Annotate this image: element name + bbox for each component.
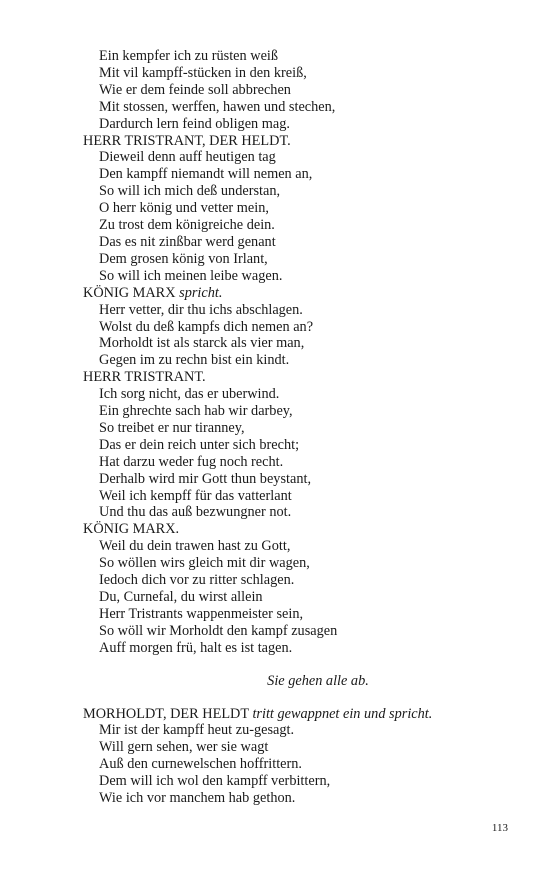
verse-line: So treibet er nur tiranney, bbox=[99, 419, 245, 436]
speaker-stage-direction: spricht. bbox=[179, 284, 223, 301]
verse-line: Dem will ich wol den kampff verbittern, bbox=[99, 773, 331, 790]
speaker-stage-direction: tritt gewappnet ein und spricht. bbox=[252, 705, 433, 722]
verse-line: Mit vil kampff-stücken in den kreiß, bbox=[99, 64, 307, 81]
verse-line: Weil du dein trawen hast zu Gott, bbox=[99, 538, 291, 555]
verse-line: Morholdt ist als starck als vier man, bbox=[99, 335, 305, 352]
verse-line: Den kampff niemandt will nemen an, bbox=[99, 166, 313, 183]
speaker-name: HERR TRISTRANT, DER HELDT. bbox=[83, 132, 291, 149]
speaker-name: HERR TRISTRANT. bbox=[83, 369, 206, 386]
verse-line: Ich sorg nicht, das er uberwind. bbox=[99, 386, 280, 403]
verse-line: Und thu das auß bezwungner not. bbox=[99, 504, 292, 521]
verse-line: Das er dein reich unter sich brecht; bbox=[99, 436, 300, 453]
verse-line: Derhalb wird mir Gott thun beystant, bbox=[99, 470, 312, 487]
verse-line: Wie ich vor manchem hab gethon. bbox=[99, 790, 296, 807]
verse-line: Will gern sehen, wer sie wagt bbox=[99, 739, 269, 756]
verse-line: Weil ich kempff für das vatterlant bbox=[99, 487, 292, 504]
stage-direction: Sie gehen alle ab. bbox=[267, 672, 369, 689]
verse-line: Herr vetter, dir thu ichs abschlagen. bbox=[99, 301, 303, 318]
verse-line: Ein kempfer ich zu rüsten weiß bbox=[99, 48, 279, 64]
verse-line: Iedoch dich vor zu ritter schlagen. bbox=[99, 572, 295, 589]
verse-line: Dardurch lern feind obligen mag. bbox=[99, 115, 290, 132]
speaker-name: MORHOLDT, DER HELDT bbox=[83, 705, 249, 722]
speaker-heading bbox=[83, 285, 503, 302]
verse-line: Mit stossen, werffen, hawen und stechen, bbox=[99, 98, 336, 115]
verse-line: O herr könig und vetter mein, bbox=[99, 200, 269, 217]
verse-line: Wie er dem feinde soll abbrechen bbox=[99, 81, 291, 98]
verse-line: Wolst du deß kampfs dich nemen an? bbox=[99, 318, 314, 335]
speaker-heading bbox=[83, 706, 503, 723]
speaker-name: KÖNIG MARX bbox=[83, 284, 176, 301]
speaker-heading bbox=[83, 369, 503, 386]
verse-line: So wöllen wirs gleich mit dir wagen, bbox=[99, 555, 310, 572]
verse-line: Auß den curnewelschen hoffrittern. bbox=[99, 756, 302, 773]
verse-line: So will ich mich deß understan, bbox=[99, 183, 281, 200]
verse-line: Gegen im zu rechn bist ein kindt. bbox=[99, 352, 290, 369]
verse-line: Ein ghrechte sach hab wir darbey, bbox=[99, 403, 293, 420]
speaker-heading bbox=[83, 133, 503, 150]
verse-line: Das es nit zinßbar werd genant bbox=[99, 233, 276, 250]
drama-text bbox=[83, 48, 503, 807]
verse-line: Dem grosen könig von Irlant, bbox=[99, 250, 268, 267]
verse-line: Hat darzu weder fug noch recht. bbox=[99, 453, 284, 470]
verse-line: Dieweil denn auff heutigen tag bbox=[99, 149, 276, 166]
speaker-heading bbox=[83, 521, 503, 538]
verse-line: Auff morgen frü, halt es ist tagen. bbox=[99, 639, 293, 656]
verse-line: Mir ist der kampff heut zu-gesagt. bbox=[99, 722, 295, 739]
verse-line: Zu trost dem königreiche dein. bbox=[99, 217, 275, 234]
page-number: 113 bbox=[491, 822, 508, 834]
verse-line: So will ich meinen leibe wagen. bbox=[99, 267, 283, 284]
verse-line: Herr Tristrants wappenmeister sein, bbox=[99, 605, 304, 622]
verse-line: Du, Curnefal, du wirst allein bbox=[99, 589, 263, 605]
speaker-name: KÖNIG MARX. bbox=[83, 521, 180, 538]
verse-line: So wöll wir Morholdt den kampf zusagen bbox=[99, 622, 338, 639]
